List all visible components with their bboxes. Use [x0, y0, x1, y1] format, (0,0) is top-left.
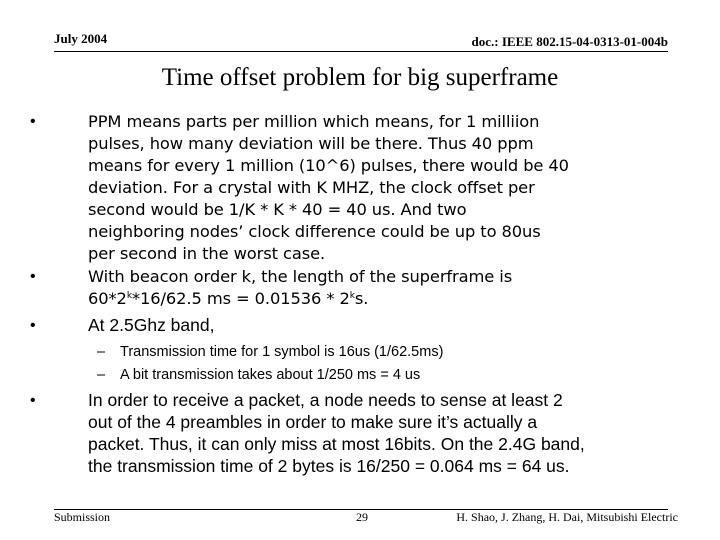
footer-submission: Submission	[54, 510, 111, 524]
footer-authors: H. Shao, J. Zhang, H. Dai, Mitsubishi Electric	[456, 510, 678, 524]
text-line: neighboring nodes’ clock difference could be up to 80us	[88, 222, 541, 241]
bullet-dot: •	[30, 268, 36, 285]
text-line: per second in the worst case.	[88, 244, 326, 263]
text-line: At 2.5Ghz band,	[88, 315, 215, 335]
text-line: pulses, how many deviation will be there. Thus 40 ppm	[88, 134, 534, 153]
text-line: packet. Thus, it can only miss at most 16bits. On the 2.4G band,	[88, 434, 585, 454]
header-date: July 2004	[54, 31, 108, 46]
bullet-dot: •	[30, 392, 36, 409]
text-line: the transmission time of 2 bytes is 16/250 = 0.064 ms = 64 us.	[88, 456, 570, 476]
text-line: In order to receive a packet, a node needs to sense at least 2	[88, 390, 563, 410]
header-doc-id: doc.: IEEE 802.15-04-0313-01-004b	[471, 34, 668, 49]
bullet-dot: •	[30, 317, 36, 334]
slide-title: Time offset problem for big superframe	[161, 64, 559, 91]
text-line: second would be 1/K * K * 40 = 40 us. And two	[88, 200, 467, 219]
text-line: Transmission time for 1 symbol is 16us (1/62.5ms)	[120, 344, 444, 360]
text-line: A bit transmission takes about 1/250 ms = 4 us	[120, 367, 421, 383]
sub-bullet-dash: –	[97, 367, 106, 383]
formula-line: 60*2$^k$*16/62.5 ms = 0.01536 * 2$^k$s.	[88, 289, 369, 308]
bullet-dot: •	[30, 113, 36, 130]
text-line: deviation. For a crystal with K MHZ, the clock offset per	[88, 178, 535, 197]
text-line: out of the 4 preambles in order to make sure it’s actually a	[88, 412, 538, 432]
footer-page-number: 29	[356, 510, 368, 524]
text-line: PPM means parts per million which means, for 1 milliion	[88, 112, 540, 131]
text-line: means for every 1 million (10^6) pulses, there would be 40	[88, 156, 569, 175]
text-line: With beacon order k, the length of the superframe is	[88, 267, 513, 286]
sub-bullet-dash: –	[97, 344, 106, 360]
